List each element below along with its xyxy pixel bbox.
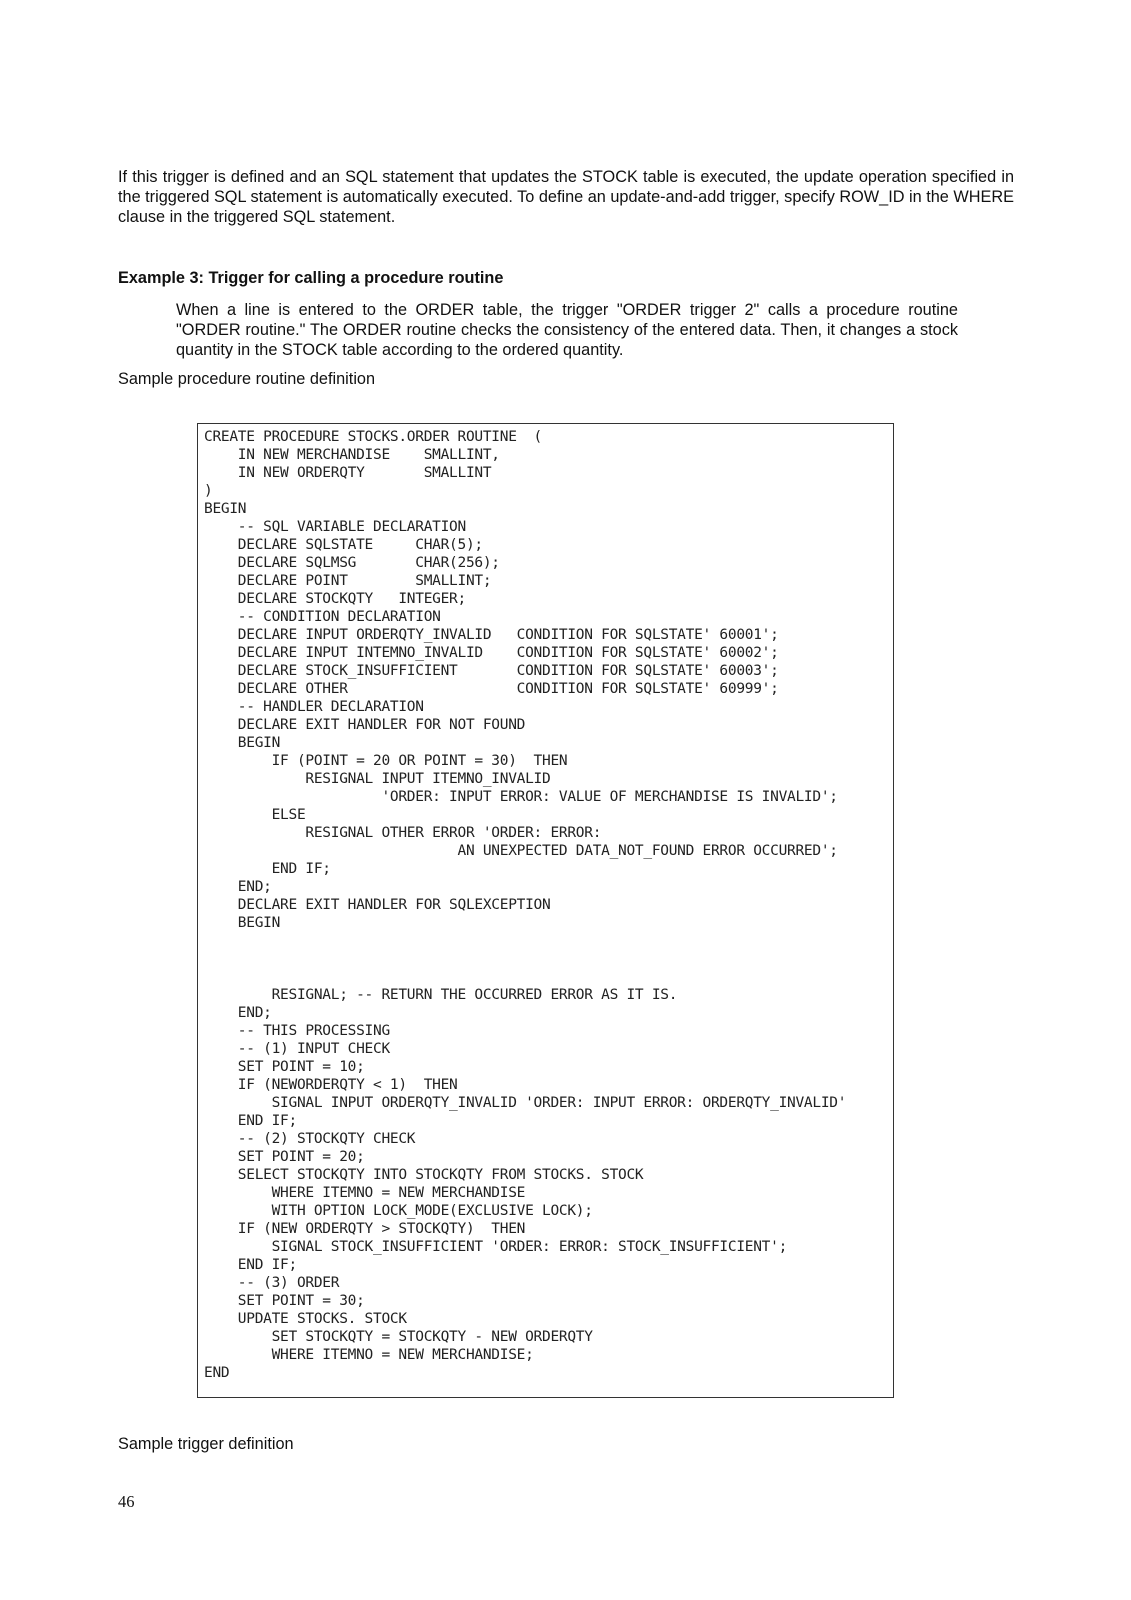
code-listing-box bbox=[197, 423, 894, 1398]
example-description: When a line is entered to the ORDER table, the trigger "ORDER trigger 2" calls a procedure routine "ORDER routine." The ORDER routine checks the consistency of the entered data. Then, it changes a stock quantity in the STOCK table according to the ordered quantity. bbox=[176, 301, 958, 359]
code-listing: CREATE PROCEDURE STOCKS.ORDER ROUTINE ( IN NEW MERCHANDISE SMALLINT, IN NEW ORDERQTY SMALLINT ) BEGIN -- SQL VARIABLE DECLARATION DECLARE SQLSTATE CHAR(5); DECLARE SQLMSG CHAR(256); DECLARE POINT SMALLINT; DECLARE STOCKQTY INTEGER; -- CONDITION DECLARATION DECLARE INPUT ORDERQTY_INVALID CONDITION FOR SQLSTATE' 60001'; DECLARE INPUT INTEMNO_INVALID CONDITION FOR SQLSTATE' 60002'; DECLARE STOCK_INSUFFICIENT CONDITION FOR SQLSTATE' 60003'; DECLARE OTHER CONDITION FOR SQLSTATE' 60999'; -- HANDLER DECLARATION DECLARE EXIT HANDLER FOR NOT FOUND BEGIN IF (POINT = 20 OR POINT = 30) THEN RESIGNAL INPUT ITEMNO_INVALID 'ORDER: INPUT ERROR: VALUE OF MERCHANDISE IS INVALID'; ELSE RESIGNAL OTHER ERROR 'ORDER: ERROR: AN UNEXPECTED DATA_NOT_FOUND ERROR OCCURRED'; END IF; END; DECLARE EXIT HANDLER FOR SQLEXCEPTION BEGIN RESIGNAL; -- RETURN THE OCCURRED ERROR AS IT IS. END; -- THIS PROCESSING -- (1) INPUT CHECK SET POINT = 10; IF (NEWORDERQTY < 1) THEN SIGNAL INPUT ORDERQTY_INVALID 'ORDER: INPUT ERROR: ORDERQTY_INVALID' END IF; -- (2) STOCKQTY CHECK SET POINT = 20; SELECT STOCKQTY INTO STOCKQTY FROM STOCKS. STOCK WHERE ITEMNO = NEW MERCHANDISE WITH OPTION LOCK_MODE(EXCLUSIVE LOCK); IF (NEW ORDERQTY > STOCKQTY) THEN SIGNAL STOCK_INSUFFICIENT 'ORDER: ERROR: STOCK_INSUFFICIENT'; END IF; -- (3) ORDER SET POINT = 30; UPDATE STOCKS. STOCK SET STOCKQTY = STOCKQTY - NEW ORDERQTY WHERE ITEMNO = NEW MERCHANDISE; END bbox=[204, 429, 847, 1381]
procedure-caption: Sample procedure routine definition bbox=[118, 370, 376, 388]
trigger-caption: Sample trigger definition bbox=[118, 1435, 294, 1453]
page-number: 46 bbox=[118, 1492, 135, 1511]
example-heading: Example 3: Trigger for calling a procedure routine bbox=[118, 269, 504, 287]
intro-paragraph: If this trigger is defined and an SQL statement that updates the STOCK table is executed, the update operation specified in the triggered SQL statement is automatically executed. To define an update-and-add trigger, specify ROW_ID in the WHERE clause in the triggered SQL statement. bbox=[118, 168, 1014, 226]
